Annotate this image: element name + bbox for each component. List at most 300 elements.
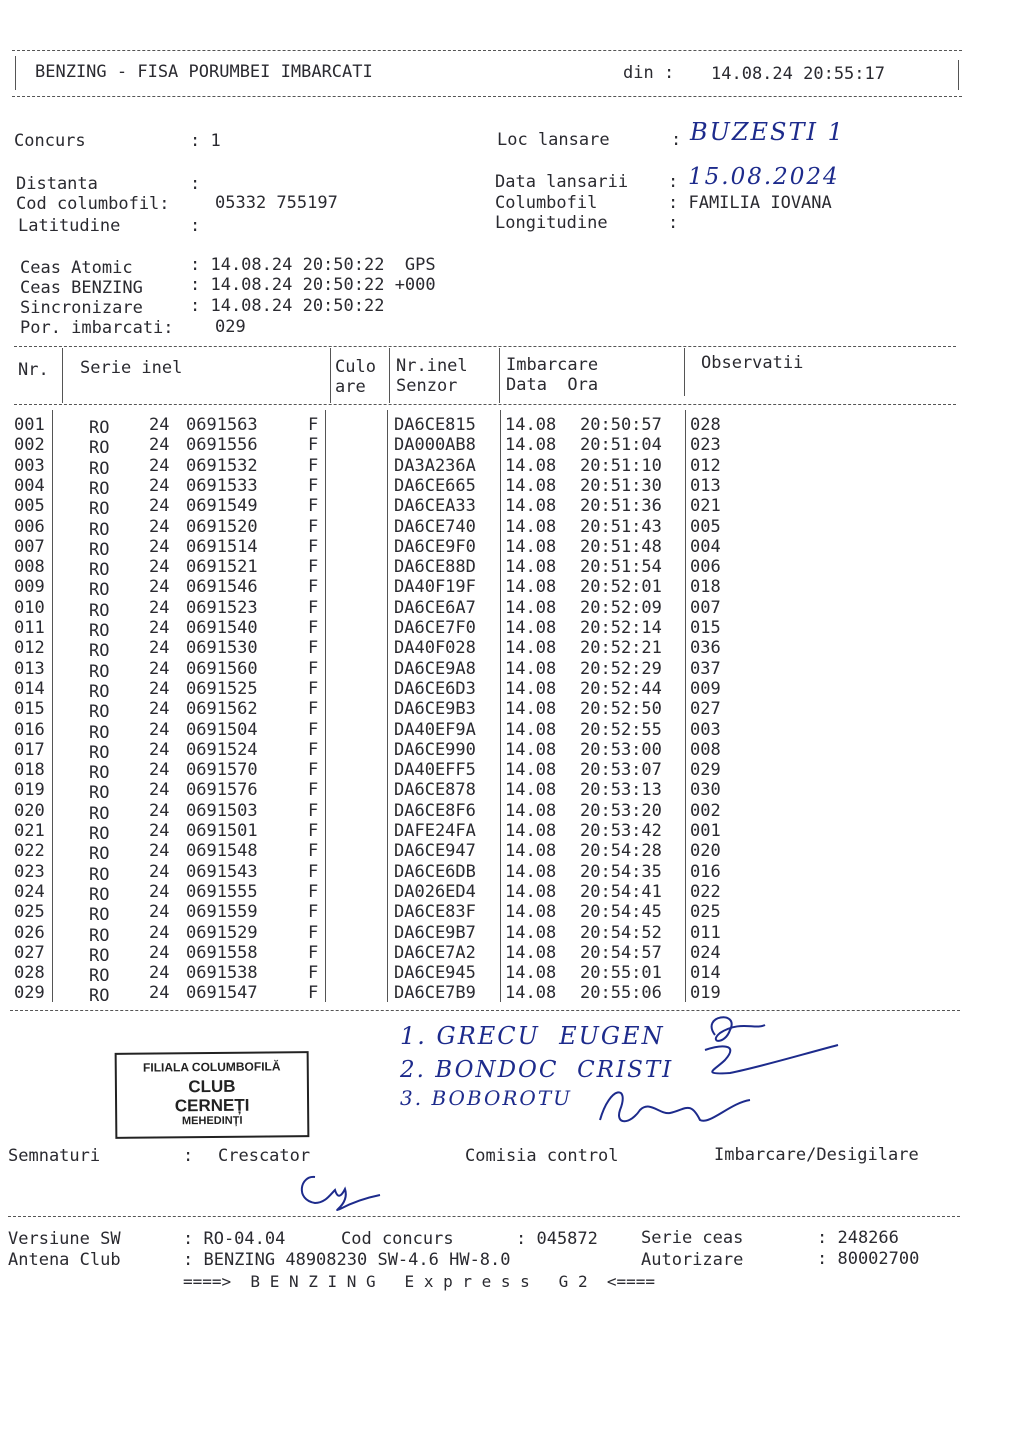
cell-time: 20:55:01	[580, 963, 662, 984]
cell-nr: 020	[14, 800, 45, 821]
cell-sex: F	[308, 678, 319, 699]
cell-nr: 008	[14, 557, 45, 578]
cell-date: 14.08	[505, 881, 557, 902]
cell-country: RO	[89, 478, 110, 499]
serie-ceas-value: : 248266	[817, 1228, 899, 1248]
cell-year: 24	[149, 516, 170, 537]
cell-time: 20:51:48	[580, 536, 662, 557]
cell-ring: 0691523	[186, 597, 258, 618]
stamp-line-2: CLUB	[188, 1076, 236, 1097]
cell-country: RO	[89, 925, 110, 946]
cell-sex: F	[308, 455, 319, 476]
col-header-culoare-2: are	[335, 377, 366, 397]
cell-year: 24	[149, 597, 170, 618]
table-row	[0, 800, 1024, 824]
table-row	[0, 902, 1024, 926]
table-row	[0, 415, 1024, 438]
antena-club-value: : BENZING 48908230 SW-4.6 HW-8.0	[183, 1250, 511, 1270]
cod-columbofil-value: 05332 755197	[215, 193, 338, 213]
cell-nr: 006	[14, 516, 45, 537]
cell-year: 24	[149, 780, 170, 801]
cell-country: RO	[89, 438, 110, 459]
cell-date: 14.08	[505, 800, 557, 821]
cell-sensor: DAFE24FA	[394, 821, 476, 841]
cell-year: 24	[149, 638, 170, 659]
cell-date: 14.08	[505, 841, 557, 862]
cell-sensor: DA6CE815	[394, 415, 476, 435]
cell-country: RO	[89, 600, 110, 621]
cell-date: 14.08	[505, 861, 557, 882]
cell-ring: 0691556	[186, 435, 258, 456]
table-row	[0, 678, 1024, 702]
cell-country: RO	[89, 580, 110, 601]
club-stamp	[115, 1051, 310, 1139]
col-header-nr-inel-1: Nr.inel	[396, 356, 468, 376]
data-lansarii-label: Data lansarii	[495, 172, 629, 192]
cell-nr: 018	[14, 760, 45, 781]
concurs-label: Concurs	[14, 131, 86, 151]
cell-sex: F	[308, 902, 319, 923]
cell-sex: F	[308, 861, 319, 882]
cell-date: 14.08	[505, 678, 557, 699]
cell-sensor: DA40EF9A	[394, 719, 476, 740]
cell-country: RO	[89, 560, 110, 581]
cell-ring: 0691543	[186, 861, 258, 882]
autorizare-label: Autorizare	[641, 1250, 744, 1270]
cell-nr: 022	[14, 841, 45, 862]
cell-date: 14.08	[505, 922, 557, 943]
cell-time: 20:54:52	[580, 922, 662, 943]
cell-obs: 007	[690, 597, 721, 618]
cell-country: RO	[89, 966, 110, 987]
col-sep-imbarcare	[684, 348, 685, 396]
cell-date: 14.08	[505, 658, 557, 679]
cell-country: RO	[89, 418, 110, 438]
signature-1	[712, 1017, 765, 1041]
cell-ring: 0691546	[186, 577, 258, 598]
commission-member-3: 3. BOBOROTU	[400, 1086, 573, 1110]
cell-nr: 016	[14, 719, 45, 740]
ceas-atomic-label: Ceas Atomic	[20, 258, 133, 278]
cell-year: 24	[149, 435, 170, 456]
cell-nr: 009	[14, 577, 45, 598]
cell-country: RO	[89, 803, 110, 824]
cell-year: 24	[149, 821, 170, 841]
cell-year: 24	[149, 841, 170, 862]
cell-nr: 019	[14, 780, 45, 801]
sincronizare-value: : 14.08.24 20:50:22	[190, 296, 385, 316]
cod-concurs-value: : 045872	[516, 1229, 598, 1249]
header-din-label: din :	[623, 63, 675, 83]
cell-country: RO	[89, 763, 110, 784]
cell-sex: F	[308, 821, 319, 841]
cell-obs: 009	[690, 678, 721, 699]
cell-year: 24	[149, 942, 170, 963]
cell-sensor: DA3A236A	[394, 455, 476, 476]
cell-date: 14.08	[505, 780, 557, 801]
cell-time: 20:54:57	[580, 942, 662, 963]
commission-member-1: 1. GRECU EUGEN	[400, 1022, 665, 1050]
distanta-label: Distanta	[16, 174, 98, 194]
cell-time: 20:52:21	[580, 638, 662, 659]
table-row	[0, 963, 1024, 987]
cell-sex: F	[308, 597, 319, 618]
cell-date: 14.08	[505, 455, 557, 476]
stamp-line-3: CERNEȚI	[174, 1095, 250, 1116]
cell-obs: 008	[690, 739, 721, 760]
cell-year: 24	[149, 902, 170, 923]
cell-time: 20:52:09	[580, 597, 662, 618]
table-row	[0, 557, 1024, 581]
cell-obs: 022	[690, 881, 721, 902]
versiune-sw-label: Versiune SW	[8, 1229, 121, 1249]
ceas-atomic-value: : 14.08.24 20:50:22 GPS	[190, 255, 436, 275]
semnaturi-sep: :	[183, 1146, 194, 1166]
cell-nr: 024	[14, 881, 45, 902]
cell-date: 14.08	[505, 597, 557, 618]
cell-country: RO	[89, 458, 110, 479]
table-row	[0, 435, 1024, 459]
table-row	[0, 942, 1024, 966]
cell-sex: F	[308, 496, 319, 517]
benzing-express-banner: ====> B E N Z I N G E x p r e s s G 2 <====	[183, 1272, 656, 1291]
cell-ring: 0691560	[186, 658, 258, 679]
cell-sex: F	[308, 760, 319, 781]
cell-time: 20:53:07	[580, 760, 662, 781]
cell-year: 24	[149, 455, 170, 476]
cell-sex: F	[308, 739, 319, 760]
header-bottom-rule	[12, 96, 962, 97]
cell-sex: F	[308, 922, 319, 943]
cell-sensor: DA6CE947	[394, 841, 476, 862]
cell-date: 14.08	[505, 699, 557, 720]
cell-nr: 025	[14, 902, 45, 923]
cell-ring: 0691533	[186, 475, 258, 496]
cell-year: 24	[149, 963, 170, 984]
cell-date: 14.08	[505, 557, 557, 578]
cell-ring: 0691559	[186, 902, 258, 923]
cell-sensor: DA6CE9A8	[394, 658, 476, 679]
sincronizare-label: Sincronizare	[20, 298, 143, 318]
cell-nr: 013	[14, 658, 45, 679]
header-left-border	[15, 56, 16, 90]
cell-time: 20:53:20	[580, 800, 662, 821]
commission-member-2: 2. BONDOC CRISTI	[400, 1057, 674, 1083]
cell-nr: 023	[14, 861, 45, 882]
table-row	[0, 455, 1024, 479]
header-right-border	[958, 60, 959, 90]
cell-year: 24	[149, 415, 170, 435]
cell-obs: 021	[690, 496, 721, 517]
cell-sensor: DA6CE9B3	[394, 699, 476, 720]
cell-sex: F	[308, 435, 319, 456]
table-row	[0, 760, 1024, 784]
col-header-serie-inel: Serie inel	[80, 358, 183, 378]
col-header-culoare-1: Culo	[335, 357, 376, 377]
cell-obs: 030	[690, 780, 721, 801]
cell-country: RO	[89, 783, 110, 804]
crescator-label: Crescator	[218, 1146, 311, 1166]
table-top-rule	[14, 346, 956, 347]
cell-time: 20:50:57	[580, 415, 662, 435]
cell-time: 20:52:01	[580, 577, 662, 598]
col-header-imbarcare-2: Data Ora	[506, 375, 599, 395]
data-lansarii-sep: :	[668, 172, 679, 192]
cell-year: 24	[149, 678, 170, 699]
cell-ring: 0691555	[186, 881, 258, 902]
cell-sensor: DA6CE7F0	[394, 618, 476, 638]
loc-lansare-handwritten: BUZESTI 1	[690, 118, 845, 146]
cell-year: 24	[149, 861, 170, 882]
cell-sensor: DA6CE945	[394, 963, 476, 984]
cell-nr: 002	[14, 435, 45, 456]
table-row	[0, 780, 1024, 804]
cell-time: 20:53:42	[580, 821, 662, 841]
cell-sex: F	[308, 963, 319, 984]
cell-obs: 006	[690, 557, 721, 578]
header-din-value: 14.08.24 20:55:17	[711, 64, 885, 84]
table-row	[0, 618, 1024, 641]
cell-year: 24	[149, 658, 170, 679]
cell-time: 20:54:41	[580, 881, 662, 902]
cell-nr: 004	[14, 475, 45, 496]
cell-time: 20:54:28	[580, 841, 662, 862]
cell-year: 24	[149, 557, 170, 578]
cell-obs: 001	[690, 821, 721, 841]
cell-ring: 0691538	[186, 963, 258, 984]
cod-concurs-label: Cod concurs	[341, 1229, 454, 1249]
cell-date: 14.08	[505, 983, 557, 1004]
cell-sensor: DA000AB8	[394, 435, 476, 456]
cell-obs: 019	[690, 983, 721, 1004]
cell-sensor: DA40F028	[394, 638, 476, 659]
cell-ring: 0691504	[186, 719, 258, 740]
cell-obs: 028	[690, 415, 721, 435]
cell-obs: 005	[690, 516, 721, 537]
cell-nr: 029	[14, 983, 45, 1004]
crescator-signature	[290, 1165, 390, 1215]
cell-time: 20:51:43	[580, 516, 662, 537]
cell-year: 24	[149, 760, 170, 781]
table-row	[0, 699, 1024, 723]
cell-ring: 0691521	[186, 557, 258, 578]
cell-country: RO	[89, 742, 110, 763]
cell-time: 20:52:29	[580, 658, 662, 679]
cell-year: 24	[149, 699, 170, 720]
col-header-imbarcare-1: Imbarcare	[506, 355, 599, 375]
longitudine-value: :	[668, 213, 679, 233]
cell-nr: 011	[14, 618, 45, 638]
cell-country: RO	[89, 884, 110, 905]
cell-time: 20:52:50	[580, 699, 662, 720]
cell-obs: 003	[690, 719, 721, 740]
latitudine-label: Latitudine	[18, 216, 121, 236]
cell-year: 24	[149, 475, 170, 496]
col-sep-serie	[330, 348, 331, 403]
table-row	[0, 719, 1024, 743]
cell-obs: 024	[690, 942, 721, 963]
semnaturi-label: Semnaturi	[8, 1146, 101, 1166]
cell-country: RO	[89, 621, 110, 641]
cell-sensor: DA6CEA33	[394, 496, 476, 517]
cell-obs: 025	[690, 902, 721, 923]
col-sep-nr	[62, 348, 63, 403]
cell-nr: 017	[14, 739, 45, 760]
distanta-value: :	[190, 174, 201, 194]
cell-time: 20:53:13	[580, 780, 662, 801]
cell-ring: 0691501	[186, 821, 258, 841]
cell-obs: 002	[690, 800, 721, 821]
commission-signatures	[590, 1005, 850, 1145]
cell-country: RO	[89, 945, 110, 966]
cell-time: 20:52:14	[580, 618, 662, 638]
cell-nr: 014	[14, 678, 45, 699]
cell-date: 14.08	[505, 618, 557, 638]
cell-sensor: DA026ED4	[394, 881, 476, 902]
cell-nr: 027	[14, 942, 45, 963]
cell-ring: 0691530	[186, 638, 258, 659]
cell-country: RO	[89, 641, 110, 662]
cell-sensor: DA6CE8F6	[394, 800, 476, 821]
cell-ring: 0691563	[186, 415, 258, 435]
autorizare-value: : 80002700	[817, 1249, 920, 1269]
cell-year: 24	[149, 800, 170, 821]
stamp-line-1: FILIALA COLUMBOFILĂ	[142, 1059, 281, 1075]
cell-ring: 0691525	[186, 678, 258, 699]
cell-obs: 011	[690, 922, 721, 943]
cell-ring: 0691540	[186, 618, 258, 638]
cell-date: 14.08	[505, 536, 557, 557]
cell-nr: 003	[14, 455, 45, 476]
loc-lansare-label: Loc lansare	[497, 130, 610, 150]
cell-nr: 005	[14, 496, 45, 517]
table-header-rule	[14, 404, 956, 405]
cell-obs: 020	[690, 841, 721, 862]
cell-ring: 0691520	[186, 516, 258, 537]
cell-sex: F	[308, 841, 319, 862]
table-row	[0, 638, 1024, 662]
cell-ring: 0691548	[186, 841, 258, 862]
table-row	[0, 475, 1024, 499]
cell-year: 24	[149, 739, 170, 760]
cell-date: 14.08	[505, 415, 557, 435]
cell-ring: 0691576	[186, 780, 258, 801]
antena-club-label: Antena Club	[8, 1250, 121, 1270]
table-row	[0, 922, 1024, 946]
cell-nr: 028	[14, 963, 45, 984]
cell-nr: 012	[14, 638, 45, 659]
cell-nr: 001	[14, 415, 45, 435]
cell-obs: 015	[690, 618, 721, 638]
cell-sensor: DA6CE88D	[394, 557, 476, 578]
cell-time: 20:52:44	[580, 678, 662, 699]
cell-date: 14.08	[505, 821, 557, 841]
table-row	[0, 516, 1024, 540]
cell-sensor: DA6CE665	[394, 475, 476, 496]
cell-year: 24	[149, 536, 170, 557]
cell-obs: 014	[690, 963, 721, 984]
cell-date: 14.08	[505, 516, 557, 537]
table-row	[0, 983, 1024, 1007]
cell-country: RO	[89, 519, 110, 540]
table-row	[0, 536, 1024, 560]
cell-country: RO	[89, 986, 110, 1007]
cell-obs: 029	[690, 760, 721, 781]
cell-sex: F	[308, 415, 319, 435]
cell-sensor: DA6CE9B7	[394, 922, 476, 943]
cell-obs: 016	[690, 861, 721, 882]
cell-ring: 0691562	[186, 699, 258, 720]
data-lansarii-handwritten: 15.08.2024	[688, 164, 840, 190]
cell-sensor: DA6CE7B9	[394, 983, 476, 1004]
ceas-benzing-label: Ceas BENZING	[20, 278, 143, 298]
col-sep-culoare	[389, 348, 390, 403]
cell-sex: F	[308, 475, 319, 496]
loc-lansare-sep: :	[671, 130, 682, 150]
table-row	[0, 841, 1024, 865]
header-title: BENZING - FISA PORUMBEI IMBARCATI	[35, 62, 373, 82]
cell-country: RO	[89, 864, 110, 885]
cell-country: RO	[89, 661, 110, 682]
cell-sex: F	[308, 780, 319, 801]
columbofil-value: : FAMILIA IOVANA	[668, 193, 832, 213]
cell-date: 14.08	[505, 902, 557, 923]
cell-sensor: DA40EFF5	[394, 760, 476, 781]
cell-date: 14.08	[505, 638, 557, 659]
cell-sex: F	[308, 699, 319, 720]
table-row	[0, 861, 1024, 885]
cell-nr: 015	[14, 699, 45, 720]
cell-obs: 012	[690, 455, 721, 476]
cell-sensor: DA6CE740	[394, 516, 476, 537]
cell-date: 14.08	[505, 942, 557, 963]
cell-obs: 013	[690, 475, 721, 496]
cell-sensor: DA6CE6D3	[394, 678, 476, 699]
comisia-control-label: Comisia control	[465, 1146, 619, 1166]
versiune-sw-value: : RO-04.04	[183, 1229, 286, 1249]
cell-time: 20:51:54	[580, 557, 662, 578]
cell-time: 20:51:30	[580, 475, 662, 496]
cell-sex: F	[308, 942, 319, 963]
col-header-observatii: Observatii	[701, 353, 804, 373]
cell-ring: 0691524	[186, 739, 258, 760]
cell-nr: 026	[14, 922, 45, 943]
cell-sensor: DA6CE9F0	[394, 536, 476, 557]
cell-sensor: DA6CE6DB	[394, 861, 476, 882]
cell-country: RO	[89, 844, 110, 865]
cell-year: 24	[149, 922, 170, 943]
cell-sex: F	[308, 536, 319, 557]
cell-ring: 0691570	[186, 760, 258, 781]
cell-ring: 0691532	[186, 455, 258, 476]
cell-date: 14.08	[505, 475, 557, 496]
cell-time: 20:53:00	[580, 739, 662, 760]
cell-country: RO	[89, 722, 110, 743]
cell-obs: 004	[690, 536, 721, 557]
imbarcare-desigilare-label: Imbarcare/Desigilare	[714, 1145, 919, 1165]
cell-year: 24	[149, 881, 170, 902]
cell-country: RO	[89, 539, 110, 560]
cell-sex: F	[308, 881, 319, 902]
footer-top-rule	[8, 1216, 960, 1217]
cell-sex: F	[308, 983, 319, 1004]
header-top-rule	[12, 50, 962, 51]
cell-time: 20:51:04	[580, 435, 662, 456]
cell-date: 14.08	[505, 963, 557, 984]
cell-date: 14.08	[505, 435, 557, 456]
col-header-nr-inel-2: Senzor	[396, 376, 458, 396]
cell-time: 20:51:36	[580, 496, 662, 517]
